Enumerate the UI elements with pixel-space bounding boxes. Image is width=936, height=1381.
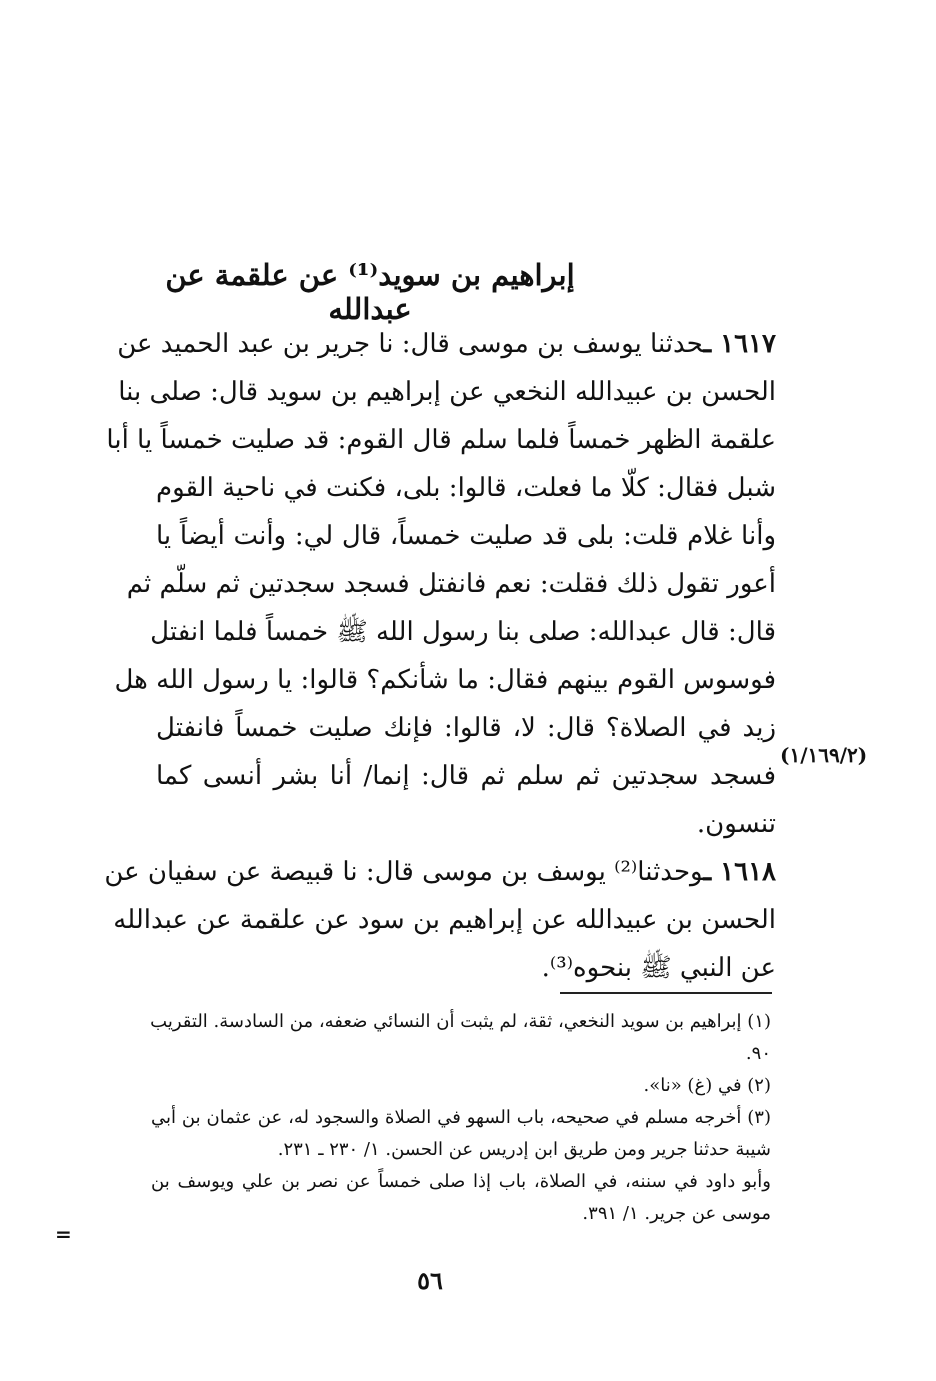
footnote-line: شيبة حدثنا جرير ومن طريق ابن إدريس عن الحسن. ١/ ٢٣٠ ـ ٢٣١. xyxy=(277,1139,771,1160)
footnote-line: وأبو داود في سننه، في الصلاة، باب إذا صلى خمساً عن نصر بن علي ويوسف بن xyxy=(151,1171,771,1192)
hadith-line: قال: قال عبدالله: صلى بنا رسول الله ﷺ خمساً فلما انفتل xyxy=(150,617,776,647)
hadith-1618 xyxy=(104,848,776,992)
hadith-line xyxy=(117,320,776,368)
hadith-line xyxy=(104,848,776,896)
footnote-line: موسى عن جرير. ١/ ٣٩١. xyxy=(582,1203,771,1224)
hadith-1617 xyxy=(106,320,776,848)
hadith-text: وحدثنا⁽²⁾ يوسف بن موسى قال: نا قبيصة عن سفيان عن xyxy=(104,857,704,887)
footnote-line: (١) إبراهيم بن سويد النخعي، ثقة، لم يثبت أن النسائي ضعفه، من السادسة. التقريب xyxy=(150,1011,771,1032)
footnote-separator xyxy=(560,992,772,994)
footnote-line: ٩٠. xyxy=(745,1043,771,1064)
hadith-line: فوسوس القوم بينهم فقال: ما شأنكم؟ قالوا: يا رسول الله هل xyxy=(114,665,776,695)
hadith-line: عن النبي ﷺ بنحوه⁽³⁾. xyxy=(541,953,776,983)
hadith-number: ١٦١٨ ـ xyxy=(703,857,776,887)
hadith-number: ١٦١٧ ـ xyxy=(703,329,776,359)
chapter-title: إبراهيم بن سويد⁽¹⁾ عن علقمة عن عبدالله xyxy=(165,258,575,326)
continuation-mark: = xyxy=(55,1222,72,1246)
hadith-line: فسجد سجدتين ثم سلم ثم قال: إنما/ أنا بشر أنسى كما xyxy=(156,761,776,791)
hadith-line: زيد في الصلاة؟ قال: لا، قالوا: فإنك صليت خمساً فانفتل xyxy=(156,713,776,743)
hadith-text: حدثنا يوسف بن موسى قال: نا جرير بن عبد الحميد عن xyxy=(117,329,704,359)
margin-reference: (١/١٦٩/٢) xyxy=(780,743,868,767)
hadith-line: علقمة الظهر خمساً فلما سلم قال القوم: قد صليت خمساً يا أبا xyxy=(106,425,776,455)
footnotes xyxy=(151,1006,771,1230)
hadith-line: شبل فقال: كلّا ما فعلت، قالوا: بلى، فكنت في ناحية القوم xyxy=(156,473,776,503)
hadith-line: الحسن بن عبيدالله النخعي عن إبراهيم بن سويد قال: صلى بنا xyxy=(118,377,776,407)
hadith-line: أعور تقول ذلك فقلت: نعم فانفتل فسجد سجدتين ثم سلّم ثم xyxy=(126,569,776,599)
page-number: ٥٦ xyxy=(417,1266,443,1295)
hadith-line: وأنا غلام قلت: بلى قد صليت خمساً، قال لي: وأنت أيضاً يا xyxy=(156,521,776,551)
hadith-line: الحسن بن عبيدالله عن إبراهيم بن سود عن علقمة عن عبدالله xyxy=(113,905,776,935)
footnote-line: (٢) في (غ) «نا». xyxy=(643,1075,771,1096)
footnote-line: (٣) أخرجه مسلم في صحيحه، باب السهو في الصلاة والسجود له، عن عثمان بن أبي xyxy=(151,1107,771,1128)
hadith-line: تنسون. xyxy=(696,809,776,839)
